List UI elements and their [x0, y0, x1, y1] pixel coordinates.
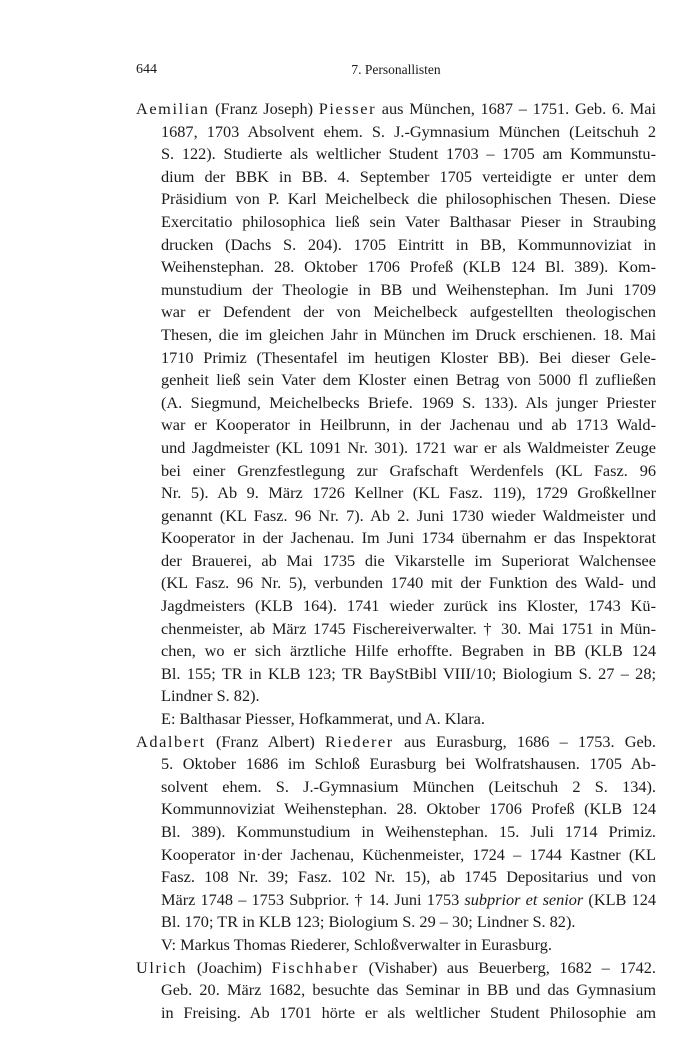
entry-text: März 1748 – 1753 Subprior. † 14. Juni 1753 [161, 889, 465, 909]
entry-religious-name: Aemilian [136, 99, 210, 118]
text-line: Präsidium von P. Karl Meichelbeck die philosophischen Thesen. Diese [161, 189, 656, 209]
text-line [161, 889, 656, 912]
text-line: genheit ließ sein Vater dem Kloster einen Betrag von 5000 fl zufließen [161, 370, 656, 390]
text-line: Bl. 155; TR in KLB 123; TR BayStBibl VIII/10; Biologium S. 27 – 28; [161, 663, 656, 683]
text-line: 1687, 1703 Absolvent ehem. S. J.-Gymnasium München (Leitschuh 2 [161, 121, 656, 141]
text-line: munstudium der Theologie in BB und Weihenstephan. Im Juni 1709 [161, 279, 656, 299]
text-line: (KL Fasz. 96 Nr. 5), verbunden 1740 mit der Funktion des Wald- und [161, 573, 656, 593]
entry-text: aus Eurasburg, 1686 – 1753. Geb. [393, 731, 656, 751]
text-line: war er Kooperator in Heilbrunn, in der Jachenau und ab 1713 Wald- [161, 415, 656, 435]
entry-fischhaber [136, 957, 656, 1025]
running-head: 7. Personallisten [351, 62, 441, 77]
text-line: drucken (Dachs S. 204). 1705 Eintritt in BB, Kommunnoviziat in [161, 234, 656, 254]
entry-piesser [136, 98, 656, 731]
entry-baptismal-name: (Franz Joseph) [209, 99, 319, 118]
text-line: 1710 Primiz (Thesentafel im heutigen Kloster BB). Bei dieser Gele- [161, 347, 656, 367]
text-line [136, 957, 656, 980]
entry-body [161, 979, 656, 1024]
entry-surname: Fischhaber [271, 957, 359, 977]
italic-phrase: subprior et senior [464, 889, 584, 909]
text-line: S. 122). Studierte als weltlicher Student 1703 – 1705 am Kommunstu- [161, 144, 656, 164]
text-line: Lindner S. 82). [161, 686, 260, 706]
text-line: Exercitatio philosophica ließ sein Vater Balthasar Pieser in Straubing [161, 211, 656, 231]
page-body [136, 98, 656, 1024]
text-line: Kooperator in der Jachenau. Im Juni 1734 übernahm er das Inspektorat [161, 528, 656, 548]
text-line [136, 98, 657, 121]
text-line: Fasz. 108 Nr. 39; Fasz. 102 Nr. 15), ab 1745 Depositarius und von [161, 867, 656, 887]
entry-text: (Vishaber) aus Beuerberg, 1682 – 1742. [359, 957, 656, 977]
text-line: Kommunnoviziat Weihenstephan. 28. Oktober 1706 Profeß (KLB 124 [161, 799, 656, 819]
text-line: der Brauerei, ab Mai 1735 die Vikarstelle im Superiorat Walchensee [161, 550, 656, 570]
entry-text: (KLB 124 [583, 889, 656, 909]
text-line: chenmeister, ab März 1745 Fischereiverwalter. † 30. Mai 1751 in Mün- [161, 618, 656, 638]
text-line: Jagdmeisters (KLB 164). 1741 wieder zurück ins Kloster, 1743 Kü- [161, 596, 656, 616]
text-line: in Freising. Ab 1701 hörte er als weltlicher Student Philosophie am [161, 1002, 656, 1022]
entry-surname: Piesser [318, 99, 377, 118]
text-line: dium der BBK in BB. 4. September 1705 verteidigte er unter dem [161, 166, 656, 186]
entry-riederer [136, 731, 656, 957]
text-line: (A. Siegmund, Meichelbecks Briefe. 1969 S. 133). Als junger Priester [161, 392, 656, 412]
text-line: genannt (KL Fasz. 96 Nr. 7). Ab 2. Juni 1730 wieder Waldmeister und [161, 505, 656, 525]
text-line: Geb. 20. März 1682, besuchte das Seminar in BB und das Gymnasium [161, 980, 656, 1000]
entry-baptismal-name: (Franz Albert) [205, 731, 325, 751]
text-line: und Jagdmeister (KL 1091 Nr. 301). 1721 war er als Waldmeister Zeuge [161, 437, 656, 457]
text-line: Bl. 389). Kommunstudium in Weihenstephan. 15. Juli 1714 Primiz. [161, 822, 656, 841]
entry-text: aus München, 1687 – 1751. Geb. 6. Mai [376, 99, 657, 118]
text-line: Weihenstephan. 28. Oktober 1706 Profeß (KLB 124 Bl. 389). Kom- [161, 257, 656, 277]
text-line: Kooperator in·der Jachenau, Küchenmeister, 1724 – 1744 Kastner (KL [161, 844, 656, 864]
entry-relation: V: Markus Thomas Riederer, Schloßverwalter in Eurasburg. [161, 934, 552, 954]
page-number: 644 [136, 62, 157, 77]
entry-body [161, 753, 656, 956]
entry-surname: Riederer [324, 731, 394, 751]
text-line: Thesen, die im gleichen Jahr in München im Druck erschienen. 18. Mai [161, 324, 656, 344]
text-line [136, 731, 656, 754]
entry-religious-name: Adalbert [136, 731, 206, 751]
text-line: Bl. 170; TR in KLB 123; Biologium S. 29 – 30; Lindner S. 82). [161, 912, 576, 932]
entry-body [161, 121, 656, 731]
entry-relation: E: Balthasar Piesser, Hofkammerat, und A. Klara. [161, 709, 485, 729]
text-line: bei einer Grenzfestlegung zur Grafschaft Werdenfels (KL Fasz. 96 [161, 460, 656, 480]
text-line: 5. Oktober 1686 im Schloß Eurasburg bei Wolfratshausen. 1705 Ab- [161, 754, 656, 774]
page-header [136, 62, 656, 82]
text-line: chen, wo er sich ärztliche Hilfe erhoffte. Begraben in BB (KLB 124 [161, 641, 656, 661]
entry-religious-name: Ulrich [136, 957, 188, 977]
entry-baptismal-name: (Joachim) [187, 957, 272, 977]
text-line: Nr. 5). Ab 9. März 1726 Kellner (KL Fasz. 119), 1729 Großkellner [161, 483, 656, 503]
text-line: war er Defendent der von Meichelbeck aufgestellten theologischen [161, 302, 656, 322]
text-line: solvent ehem. S. J.-Gymnasium München (Leitschuh 2 S. 134). [161, 776, 656, 796]
